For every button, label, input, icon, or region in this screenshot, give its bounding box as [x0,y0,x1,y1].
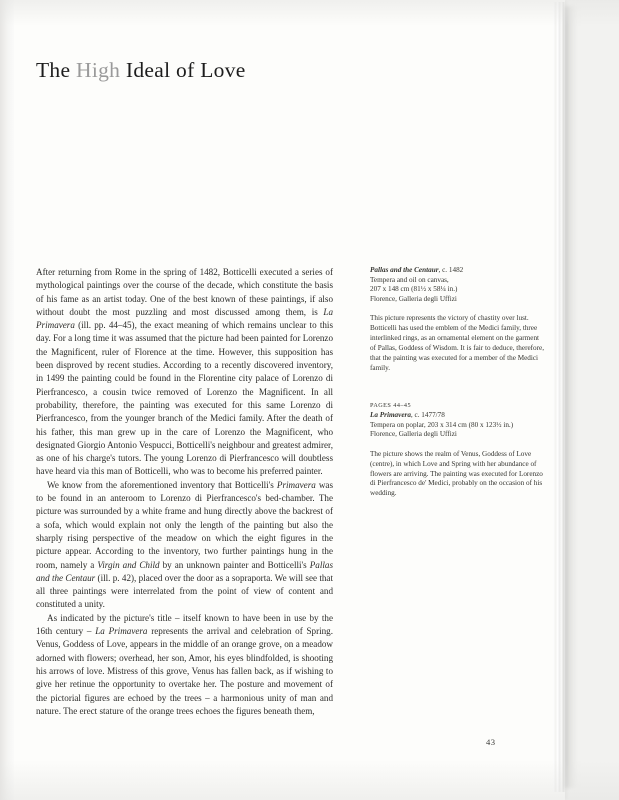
main-text-column [36,266,333,718]
page-edge-stack [553,2,565,792]
page-title-prefix: The [36,58,77,83]
caption-column [370,266,546,499]
caption-kicker: PAGES 44–45 [370,402,411,410]
caption-title-line [370,411,546,421]
page-edge-shadow [565,6,579,788]
caption-work-title: La Primavera [370,411,411,420]
book-page [14,0,565,800]
page-number: 43 [486,737,496,747]
page-title-highlight: High [76,58,121,83]
body-paragraph: As indicated by the picture's title – itself known to have been in use by the 16th century – La Primavera represents the arrival and celebration of Spring. Venus, Goddess of Love, appears in the middle of an orange grove, on a meadow adorned with flowers; overhead, her son, Amor, his eyes blindfolded, is shooting his arrows of love. Mistress of this grove, Venus has fallen back, as if wishing to give her retinue the opportunity to overtake her. The posture and movement of the pictorial figures are echoed by the trees – a harmonious unity of man and nature. The erect stature of the orange trees echoes the figures beneath them, [36,612,333,716]
caption-medium: Tempera and oil on canvas, [370,275,449,284]
caption-date: , c. 1482 [438,266,464,274]
body-paragraph: After returning from Rome in the spring of 1482, Botticelli executed a series of mythological paintings over the course of the decade, which constitute the basis of his fame as an artist today. One of the best known of these paintings, if also without doubt the most puzzling and most discussed among them, is La Primavera (ill. pp. 44–45), the exact meaning of which remains unclear to this day. For a long time it was assumed that the picture had been painted for Lorenzo the Magnificent, ruler of Florence at the time. However, this supposition has been disproved by recent studies. According to a recently discovered inventory, in 1499 the painting could be found in the Florentine city palace of Lorenzo di Pierfrancesco, a cousin twice removed of Lorenzo the Magnificent. In all probability, therefore, the painting was executed for this same Lorenzo di Pierfrancesco, from the younger branch of the Medici family. After the death of his father, this man grew up in the care of Lorenzo the Magnificent, who designated Giorgio Antonio Vespucci, Botticelli's neighbour and greatest admirer, as one of his charge's tutors. The young Lorenzo di Pierfrancesco will doubtless have heard via this man of Botticelli, who was to become his preferred painter. [36,267,333,477]
caption-work-title: Pallas and the Centaur [370,266,439,274]
caption-medium: Tempera on poplar, 203 x 314 cm (80 x 123½ in.) [370,420,514,429]
caption-location: Florence, Galleria degli Uffizi [370,294,457,303]
caption-title-line [370,266,546,276]
caption-block-primavera [370,401,546,499]
page-title-suffix: Ideal of Love [120,58,246,83]
caption-dimensions: 207 x 148 cm (81½ x 58¼ in.) [370,285,458,294]
caption-location: Florence, Galleria degli Uffizi [370,430,457,439]
caption-description: This picture represents the victory of chastity over lust. Botticelli has used the emblem of the Medici family, three interlinked rings, as an ornamental element on the garment of Pallas, Goddess of Wisdom. It is fair to deduce, therefore, that the painting was executed for a member of the Medici family. [370,314,545,372]
body-paragraph: We know from the aforementioned inventory that Botticelli's Primavera was to be found in an anteroom to Lorenzo di Pierfrancesco's bed-chamber. The picture was surrounded by a white frame and hung directly above the backrest of a sofa, which would explain not only the length of the painting but also the sharply rising perspective of the meadow on which the eight figures in the picture appear. According to the inventory, two further paintings hung in the room, namely a Virgin and Child by an unknown painter and Botticelli's Pallas and the Centaur (ill. p. 42), placed over the door as a sopraporta. We will see that all three paintings were interrelated from the point of view of content and constituted a unity. [36,479,333,610]
caption-date: , c. 1477/78 [410,411,445,420]
caption-description: The picture shows the realm of Venus, Goddess of Love (centre), in which Love and Spring with her abundance of flowers are arriving. The painting was executed for Lorenzo di Pierfrancesco de' Medici, probably on the occasion of his wedding. [370,449,543,498]
page-content [14,0,565,800]
caption-block-pallas [370,266,546,373]
caption-spacer [370,373,546,401]
page-title [36,58,246,83]
